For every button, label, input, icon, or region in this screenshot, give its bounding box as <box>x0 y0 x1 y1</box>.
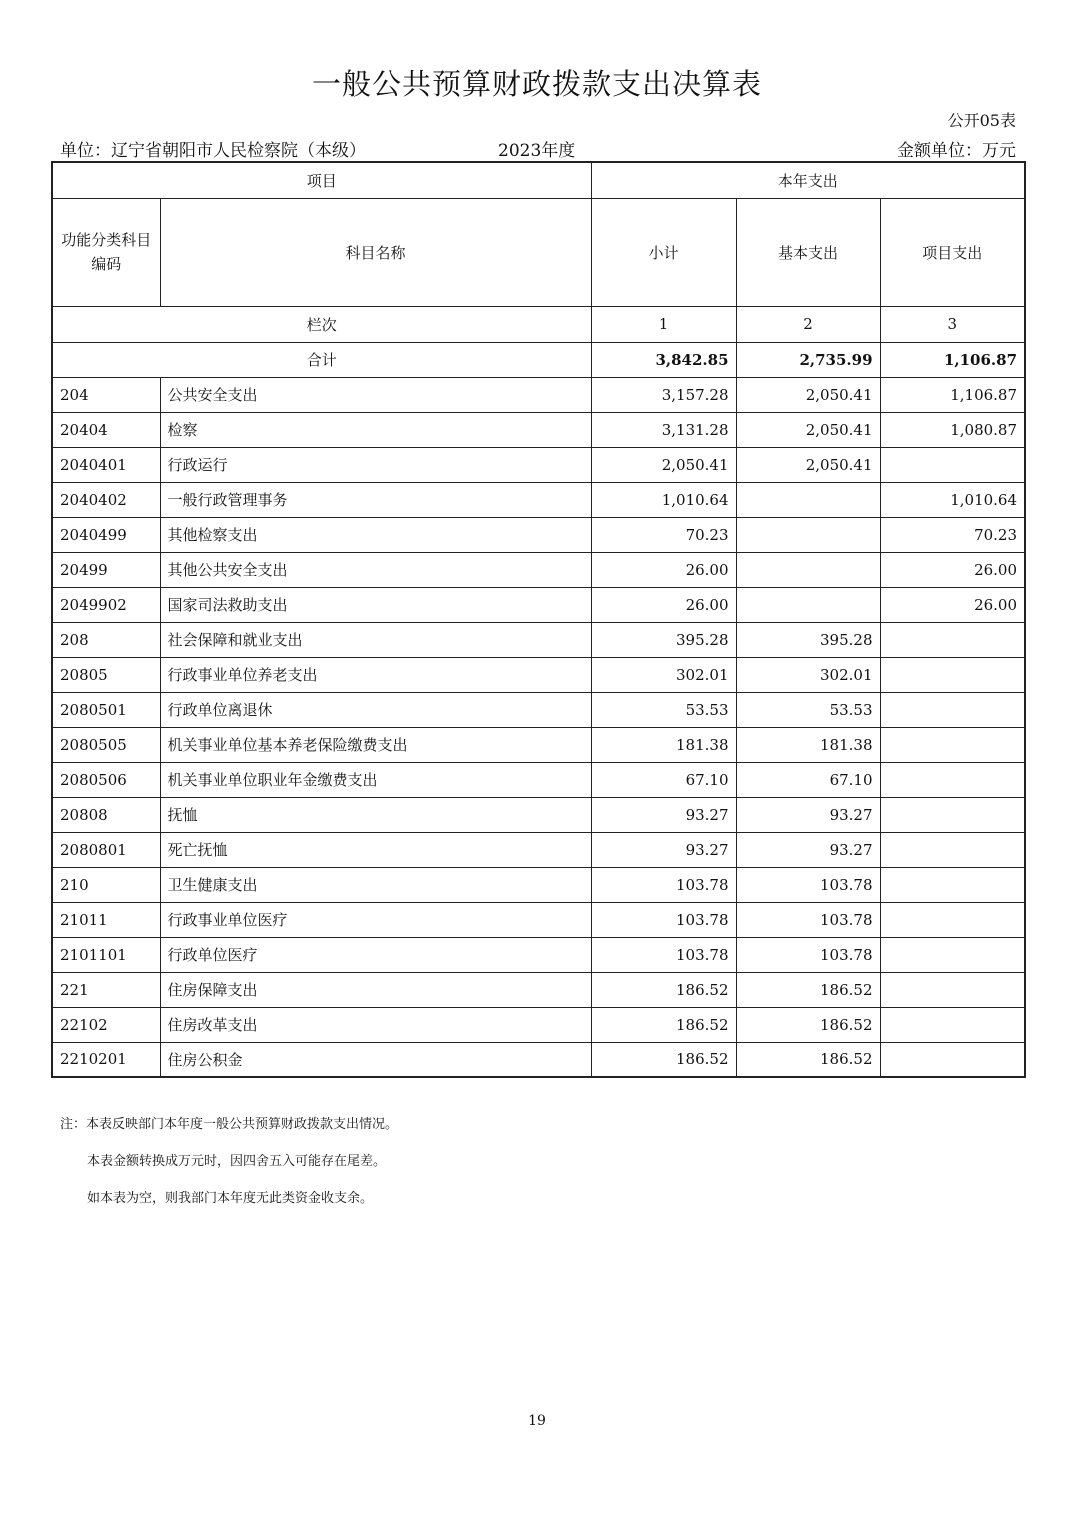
note-line: 注：本表反映部门本年度一般公共预算财政拨款支出情况。 <box>60 1117 399 1132</box>
total-project: 1,106.87 <box>880 342 1025 377</box>
header-basic: 基本支出 <box>736 198 880 306</box>
table-row <box>52 762 1025 797</box>
row-basic <box>736 587 880 622</box>
table-row <box>52 832 1025 867</box>
row-subtotal: 103.78 <box>591 902 736 937</box>
page-title: 一般公共预算财政拨款支出决算表 <box>311 67 762 101</box>
row-code: 2080501 <box>52 692 160 727</box>
table-row <box>52 692 1025 727</box>
row-basic: 181.38 <box>736 727 880 762</box>
header-function-code: 功能分类科目编码 <box>52 198 160 306</box>
row-basic <box>736 482 880 517</box>
row-basic: 103.78 <box>736 902 880 937</box>
row-code: 2101101 <box>52 937 160 972</box>
row-name: 卫生健康支出 <box>160 867 591 902</box>
table-row <box>52 797 1025 832</box>
table-row <box>52 482 1025 517</box>
table-row <box>52 1007 1025 1042</box>
header-current-year: 本年支出 <box>591 162 1025 198</box>
row-basic: 2,050.41 <box>736 447 880 482</box>
table-row <box>52 622 1025 657</box>
table-row <box>52 657 1025 692</box>
column-index-1: 1 <box>591 306 736 342</box>
table-row <box>52 937 1025 972</box>
table-row <box>52 552 1025 587</box>
table-code: 公开05表 <box>947 111 1016 130</box>
row-subtotal: 302.01 <box>591 657 736 692</box>
row-name: 检察 <box>160 412 591 447</box>
row-code: 20808 <box>52 797 160 832</box>
row-project <box>880 1007 1025 1042</box>
row-name: 死亡抚恤 <box>160 832 591 867</box>
row-project <box>880 762 1025 797</box>
row-project <box>880 622 1025 657</box>
header-subtotal: 小计 <box>591 198 736 306</box>
notes <box>60 1106 398 1217</box>
row-basic: 2,050.41 <box>736 412 880 447</box>
row-code: 2080505 <box>52 727 160 762</box>
row-project <box>880 447 1025 482</box>
row-name: 其他检察支出 <box>160 517 591 552</box>
row-subtotal: 395.28 <box>591 622 736 657</box>
header-item: 项目 <box>52 162 591 198</box>
row-project <box>880 692 1025 727</box>
column-index-row <box>52 306 1025 342</box>
row-basic: 103.78 <box>736 867 880 902</box>
row-name: 行政单位离退休 <box>160 692 591 727</box>
row-basic: 93.27 <box>736 797 880 832</box>
row-project <box>880 657 1025 692</box>
table-row <box>52 902 1025 937</box>
row-basic: 103.78 <box>736 937 880 972</box>
total-subtotal: 3,842.85 <box>591 342 736 377</box>
row-code: 208 <box>52 622 160 657</box>
row-name: 机关事业单位基本养老保险缴费支出 <box>160 727 591 762</box>
row-name: 抚恤 <box>160 797 591 832</box>
row-code: 2040401 <box>52 447 160 482</box>
row-code: 210 <box>52 867 160 902</box>
row-name: 住房保障支出 <box>160 972 591 1007</box>
row-project: 1,080.87 <box>880 412 1025 447</box>
table-row <box>52 377 1025 412</box>
row-code: 2080506 <box>52 762 160 797</box>
row-basic <box>736 552 880 587</box>
row-subtotal: 1,010.64 <box>591 482 736 517</box>
row-name: 行政运行 <box>160 447 591 482</box>
row-project <box>880 832 1025 867</box>
expenditure-table <box>51 161 1026 1078</box>
row-subtotal: 26.00 <box>591 552 736 587</box>
row-project: 26.00 <box>880 552 1025 587</box>
column-index-2: 2 <box>736 306 880 342</box>
header-project: 项目支出 <box>880 198 1025 306</box>
page-number: 19 <box>528 1413 546 1429</box>
table-row <box>52 867 1025 902</box>
row-basic: 186.52 <box>736 1042 880 1077</box>
row-project: 26.00 <box>880 587 1025 622</box>
row-code: 22102 <box>52 1007 160 1042</box>
year-label: 2023年度 <box>498 141 576 161</box>
row-code: 20404 <box>52 412 160 447</box>
row-subtotal: 2,050.41 <box>591 447 736 482</box>
row-name: 社会保障和就业支出 <box>160 622 591 657</box>
row-basic: 186.52 <box>736 972 880 1007</box>
row-name: 公共安全支出 <box>160 377 591 412</box>
row-project <box>880 972 1025 1007</box>
row-name: 行政事业单位医疗 <box>160 902 591 937</box>
table-row <box>52 412 1025 447</box>
row-subtotal: 103.78 <box>591 867 736 902</box>
row-project <box>880 867 1025 902</box>
row-project <box>880 1042 1025 1077</box>
row-basic: 67.10 <box>736 762 880 797</box>
column-index-3: 3 <box>880 306 1025 342</box>
row-code: 204 <box>52 377 160 412</box>
row-code: 21011 <box>52 902 160 937</box>
unit-label: 单位：辽宁省朝阳市人民检察院（本级） <box>60 141 366 161</box>
row-subtotal: 181.38 <box>591 727 736 762</box>
row-basic: 53.53 <box>736 692 880 727</box>
row-project: 70.23 <box>880 517 1025 552</box>
row-code: 2049902 <box>52 587 160 622</box>
table-body <box>52 162 1025 1077</box>
row-subtotal: 93.27 <box>591 797 736 832</box>
row-code: 221 <box>52 972 160 1007</box>
row-project: 1,010.64 <box>880 482 1025 517</box>
row-subtotal: 3,157.28 <box>591 377 736 412</box>
row-name: 国家司法救助支出 <box>160 587 591 622</box>
header-row-1 <box>52 162 1025 198</box>
row-basic: 186.52 <box>736 1007 880 1042</box>
row-code: 20499 <box>52 552 160 587</box>
row-code: 2040402 <box>52 482 160 517</box>
total-label: 合计 <box>52 342 591 377</box>
row-project: 1,106.87 <box>880 377 1025 412</box>
table-row <box>52 447 1025 482</box>
row-name: 机关事业单位职业年金缴费支出 <box>160 762 591 797</box>
row-name: 其他公共安全支出 <box>160 552 591 587</box>
row-name: 行政单位医疗 <box>160 937 591 972</box>
row-project <box>880 727 1025 762</box>
row-code: 20805 <box>52 657 160 692</box>
row-basic <box>736 517 880 552</box>
row-project <box>880 937 1025 972</box>
row-name: 住房改革支出 <box>160 1007 591 1042</box>
row-basic: 93.27 <box>736 832 880 867</box>
row-code: 2210201 <box>52 1042 160 1077</box>
row-name: 住房公积金 <box>160 1042 591 1077</box>
row-name: 一般行政管理事务 <box>160 482 591 517</box>
row-project <box>880 902 1025 937</box>
total-basic: 2,735.99 <box>736 342 880 377</box>
amount-unit-label: 金额单位：万元 <box>897 141 1016 161</box>
table-row <box>52 972 1025 1007</box>
table-row <box>52 1042 1025 1077</box>
row-basic: 302.01 <box>736 657 880 692</box>
row-subtotal: 67.10 <box>591 762 736 797</box>
row-basic: 2,050.41 <box>736 377 880 412</box>
row-code: 2080801 <box>52 832 160 867</box>
note-line: 如本表为空，则我部门本年度无此类资金收支余。 <box>87 1191 374 1206</box>
header-row-2 <box>52 198 1025 306</box>
row-subtotal: 53.53 <box>591 692 736 727</box>
row-subtotal: 26.00 <box>591 587 736 622</box>
note-line: 本表金额转换成万元时，因四舍五入可能存在尾差。 <box>87 1154 387 1169</box>
row-subtotal: 186.52 <box>591 972 736 1007</box>
row-subtotal: 103.78 <box>591 937 736 972</box>
row-name: 行政事业单位养老支出 <box>160 657 591 692</box>
row-subtotal: 186.52 <box>591 1042 736 1077</box>
column-index-label: 栏次 <box>52 306 591 342</box>
header-subject-name: 科目名称 <box>160 198 591 306</box>
row-basic: 395.28 <box>736 622 880 657</box>
row-project <box>880 797 1025 832</box>
row-subtotal: 93.27 <box>591 832 736 867</box>
table-row <box>52 587 1025 622</box>
table-row <box>52 727 1025 762</box>
row-subtotal: 186.52 <box>591 1007 736 1042</box>
table-row <box>52 517 1025 552</box>
row-code: 2040499 <box>52 517 160 552</box>
row-subtotal: 70.23 <box>591 517 736 552</box>
row-subtotal: 3,131.28 <box>591 412 736 447</box>
total-row <box>52 342 1025 377</box>
